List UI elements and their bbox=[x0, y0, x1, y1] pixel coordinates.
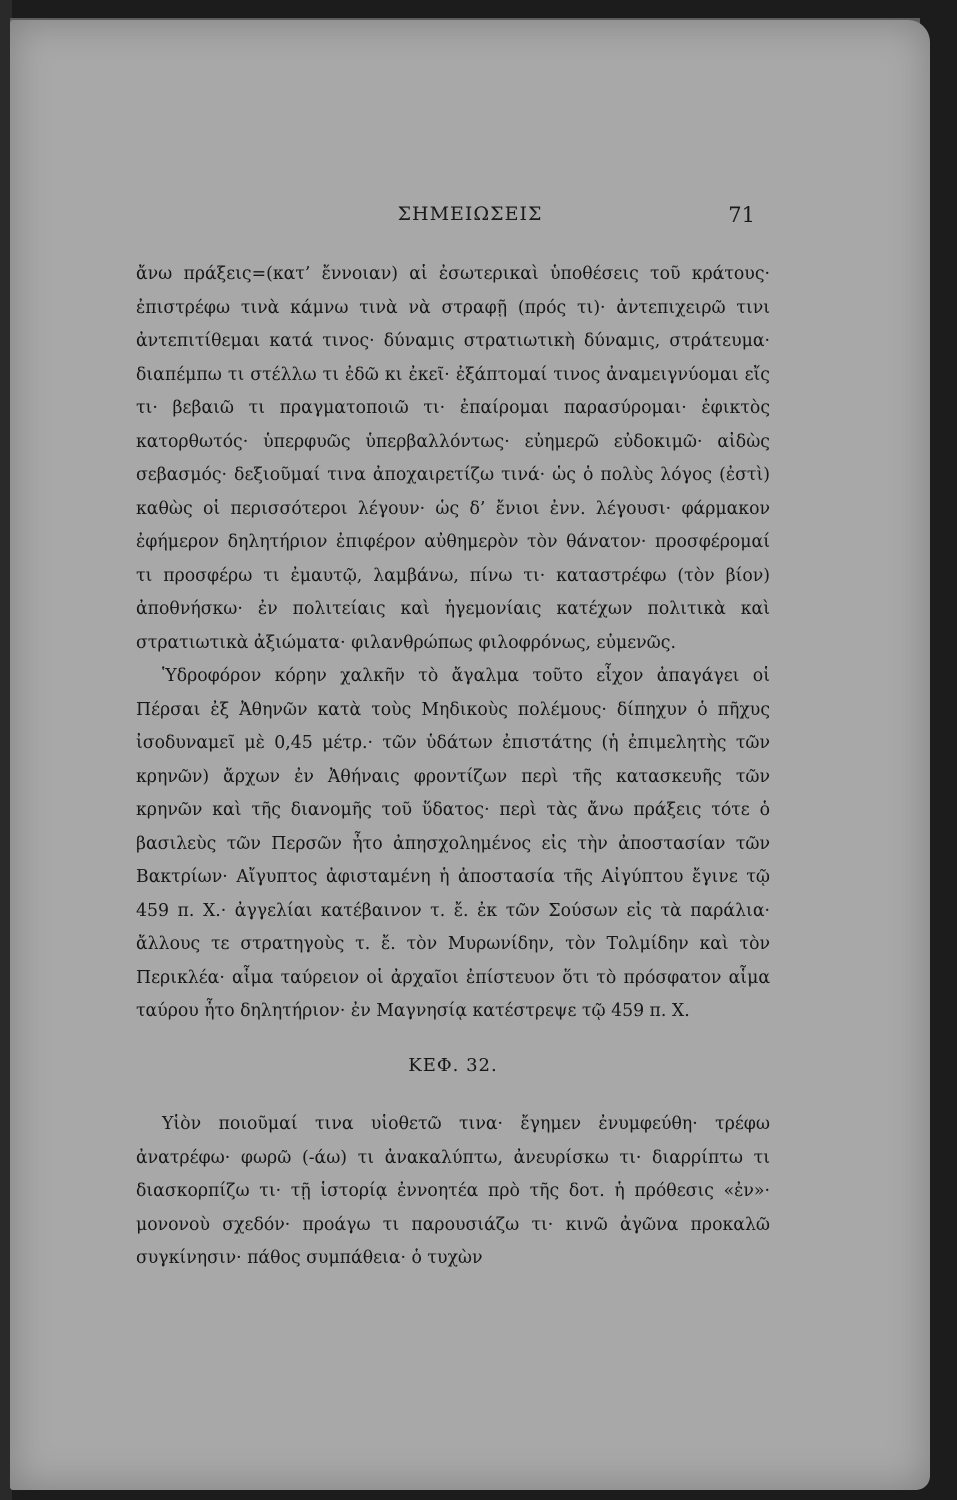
notes-paragraph-1: ἄνω πράξεις=(κατ’ ἔννοιαν) αἱ ἐσωτερικαὶ ὑποθέσεις τοῦ κράτους· ἐπιστρέφω τινὰ κάμνω τινὰ νὰ στραφῇ (πρός τι)· ἀντεπιχειρῶ τινι ἀντεπιτίθεμαι κατά τινος· δύναμις στρατιωτικὴ δύναμις, στράτευμα· διαπέμπω τι στέλλω τι ἐδῶ κι ἐκεῖ· ἐξάπτομαί τινος ἀναμειγνύομαι εἴς τι· βεβαιῶ τι πραγματοποιῶ τι· ἐπαίρομαι παρασύρομαι· ἐφικτὸς κατορθωτός· ὑπερφυῶς ὑπερβαλλόντως· εὐημερῶ εὐδοκιμῶ· αἰδὼς σεβασμός· δεξιοῦμαί τινα ἀποχαιρετίζω τινά· ὡς ὁ πολὺς λόγος (ἐστὶ) καθὼς οἱ περισσότεροι λέγουν· ὡς δ’ ἔνιοι ἐνν. λέγουσι· φάρμακον ἐφήμερον δηλητήριον ἐπιφέρον αὐθημερὸν τὸν θάνατον· προσφέρομαί τι προσφέρω τι ἐμαυτῷ, λαμβάνω, πίνω τι· καταστρέφω (τὸν βίον) ἀποθνήσκω· ἐν πολιτείαις καὶ ἡγεμονίαις κατέχων πολιτικὰ καὶ στρατιωτικὰ ἀξιώματα· φιλανθρώπως φιλοφρόνως, εὐμενῶς. bbox=[136, 264, 770, 653]
notes-paragraph-2: Ὑδροφόρον κόρην χαλκῆν τὸ ἄγαλμα τοῦτο εἶχον ἀπαγάγει οἱ Πέρσαι ἐξ Ἀθηνῶν κατὰ τοὺς Μηδικοὺς πολέμους· δίπηχυν ὁ πῆχυς ἰσοδυναμεῖ μὲ 0,45 μέτρ.· τῶν ὑδάτων ἐπιστάτης (ἡ ἐπιμελητὴς τῶν κρηνῶν) ἄρχων ἐν Ἀθήναις φροντίζων περὶ τῆς κατασκευῆς τῶν κρηνῶν καὶ τῆς διανομῆς τοῦ ὕδατος· περὶ τὰς ἄνω πράξεις τότε ὁ βασιλεὺς τῶν Περσῶν ἦτο ἀπησχολημένος εἰς τὴν ἀποστασίαν τῶν Βακτρίων· Αἴγυπτος ἀφισταμένη ἡ ἀποστασία τῆς Αἰγύπτου ἔγινε τῷ 459 π. Χ.· ἀγγελίαι κατέβαινον τ. ἔ. ἐκ τῶν Σούσων εἰς τὰ παράλια· ἄλλους τε στρατηγοὺς τ. ἔ. τὸν Μυρωνίδην, τὸν Τολμίδην καὶ τὸν Περικλέα· αἷμα ταύρειον οἱ ἀρχαῖοι ἐπίστευον ὅτι τὸ πρόσφατον αἷμα ταύρου ἦτο δηλητήριον· ἐν Μαγνησίᾳ κατέστρεψε τῷ 459 π. Χ. bbox=[136, 666, 770, 1021]
running-title: ΣΗΜΕΙΩΣΕΙΣ bbox=[397, 203, 543, 225]
text-body bbox=[136, 258, 770, 1276]
chapter-heading: ΚΕΦ. 32. bbox=[408, 1054, 498, 1076]
book-page bbox=[10, 20, 930, 1490]
page-header bbox=[10, 203, 930, 233]
page-number: 71 bbox=[728, 203, 755, 227]
notes-paragraph-3: Υἱὸν ποιοῦμαί τινα υἱοθετῶ τινα· ἔγημεν ἐνυμφεύθη· τρέφω ἀνατρέφω· φωρῶ (-άω) τι ἀνακαλύπτω, ἀνευρίσκω τι· διαρρίπτω τι διασκορπίζω τι· τῇ ἱστορίᾳ ἐννοητέα πρὸ τῆς δοτ. ἡ πρόθεσις «ἐν»· μονονοὺ σχεδόν· προάγω τι παρουσιάζω τι· κινῶ ἀγῶνα προκαλῶ συγκίνησιν· πάθος συμπάθεια· ὁ τυχὼν bbox=[136, 1114, 770, 1268]
